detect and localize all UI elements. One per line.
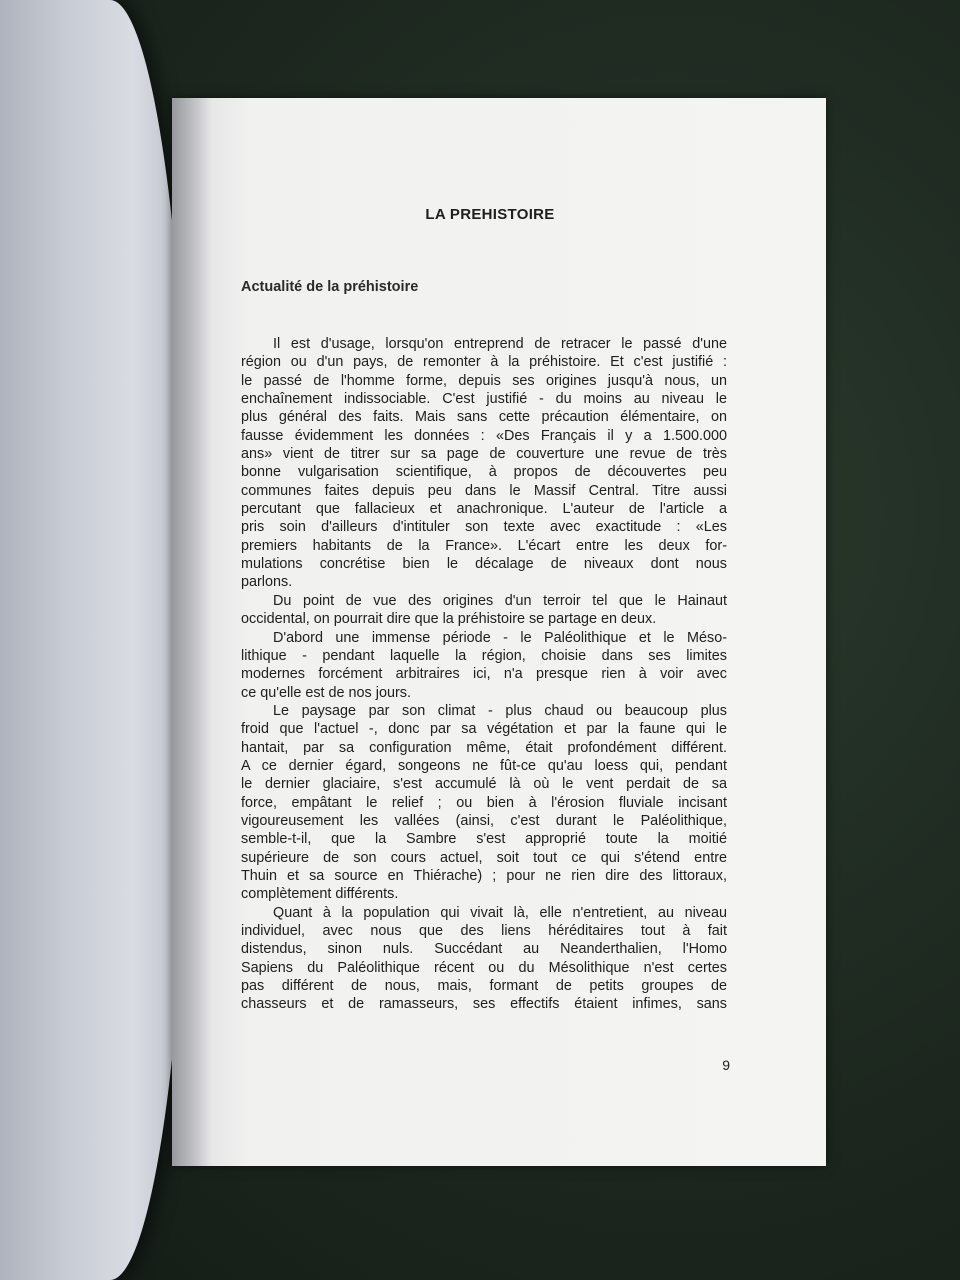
facing-page-curl bbox=[0, 0, 190, 1280]
text-line: enchaînement indissociable. C'est justifié - du moins au niveau le bbox=[241, 391, 727, 408]
text-line: chasseurs et de ramasseurs, ses effectifs étaient infimes, sans bbox=[241, 996, 727, 1013]
text-line: plus général des faits. Mais sans cette précaution élémentaire, on bbox=[241, 409, 727, 426]
text-line: Le paysage par son climat - plus chaud ou beaucoup plus bbox=[273, 702, 727, 719]
text-line: hantait, par sa configuration même, était profondément différent. bbox=[241, 739, 727, 756]
text-line: semble-t-il, que la Sambre s'est approprié toute la moitié bbox=[241, 831, 727, 848]
text-line: pris soin d'ailleurs d'intituler son texte avec exactitude : «Les bbox=[241, 519, 727, 536]
text-line: percutant que fallacieux et anachronique. L'auteur de l'article a bbox=[241, 501, 727, 518]
chapter-title: LA PREHISTOIRE bbox=[425, 206, 555, 223]
text-line: premiers habitants de la France». L'écart entre les deux for- bbox=[241, 537, 727, 554]
text-line: occidental, on pourrait dire que la préhistoire se partage en deux. bbox=[241, 611, 657, 628]
text-line: ans» vient de titrer sur sa page de couverture une revue de très bbox=[241, 446, 727, 463]
text-line: fausse évidemment les données : «Des Français il y a 1.500.000 bbox=[241, 427, 727, 444]
text-line: le passé de l'homme forme, depuis ses origines jusqu'à nous, un bbox=[241, 372, 727, 389]
text-line: parlons. bbox=[241, 574, 293, 591]
page-gutter-shadow bbox=[172, 98, 212, 1166]
text-line: individuel, avec nous que des liens héréditaires tout à fait bbox=[241, 923, 727, 939]
page-number: 9 bbox=[722, 1057, 730, 1073]
text-line: lithique - pendant laquelle la région, choisie dans ses limites bbox=[241, 647, 727, 664]
text-line: D'abord une immense période - le Paléolithique et le Méso- bbox=[273, 629, 727, 646]
text-line: pas différent de nous, mais, formant de petits groupes de bbox=[241, 978, 727, 995]
text-line: Il est d'usage, lorsqu'on entreprend de retracer le passé d'une bbox=[273, 336, 727, 352]
text-line: Du point de vue des origines d'un terroir tel que le Hainaut bbox=[273, 592, 727, 609]
text-line: modernes forcément arbitraires ici, n'a presque rien à voir avec bbox=[241, 666, 727, 683]
text-line: supérieure de son cours actuel, soit tout ce qui s'étend entre bbox=[241, 849, 727, 866]
text-line: vigoureusement les vallées (ainsi, c'est durant le Paléolithique, bbox=[241, 812, 727, 829]
text-line: force, empâtant le relief ; ou bien à l'érosion fluviale incisant bbox=[241, 794, 727, 811]
text-line: ce qu'elle est de nos jours. bbox=[241, 684, 411, 701]
text-line: Sapiens du Paléolithique récent ou du Mésolithique n'est certes bbox=[241, 959, 727, 976]
body-text bbox=[241, 335, 727, 1014]
text-line: communes faites depuis peu dans le Massif Central. Titre aussi bbox=[241, 482, 727, 499]
text-line: le dernier glaciaire, s'est accumulé là où le vent perdait de sa bbox=[241, 776, 727, 793]
text-line: distendus, sinon nuls. Succédant au Neanderthalien, l'Homo bbox=[241, 941, 727, 958]
text-line: froid que l'actuel -, donc par sa végétation et par la faune qui le bbox=[241, 721, 727, 738]
text-line: A ce dernier égard, songeons ne fût-ce qu'au loess qui, pendant bbox=[241, 757, 727, 774]
text-line: bonne vulgarisation scientifique, à propos de découvertes peu bbox=[241, 464, 727, 481]
section-title: Actualité de la préhistoire bbox=[241, 279, 419, 295]
text-line: complètement différents. bbox=[241, 886, 399, 903]
text-line: région ou d'un pays, de remonter à la préhistoire. Et c'est justifié : bbox=[241, 354, 727, 371]
text-line: Thuin et sa source en Thiérache) ; pour ne rien dire des littoraux, bbox=[241, 867, 727, 884]
text-line: Quant à la population qui vivait là, elle n'entretient, au niveau bbox=[273, 904, 727, 921]
text-line: mulations concrétise bien le décalage de niveaux dont nous bbox=[241, 556, 727, 573]
